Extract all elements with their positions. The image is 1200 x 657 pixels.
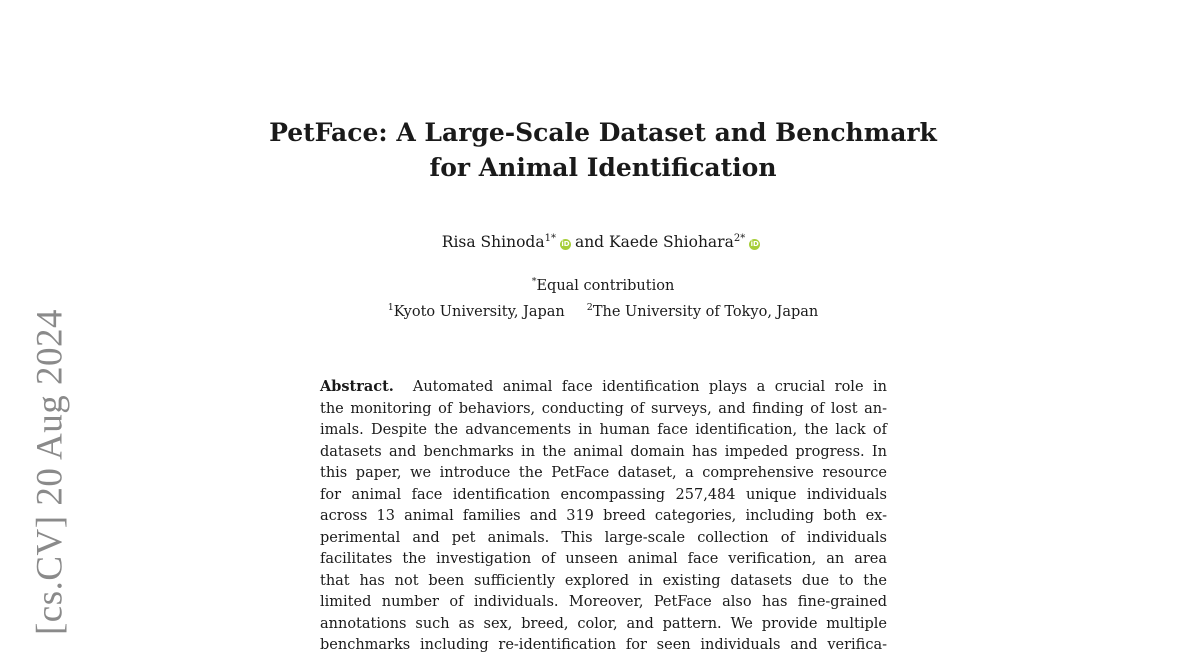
- author-mark: 1*: [544, 233, 556, 244]
- affiliation-mark: 2: [586, 301, 593, 313]
- abstract-line: Abstract. Automated animal face identification plays a crucial role in: [320, 378, 887, 395]
- footnote-mark: *: [531, 276, 537, 287]
- equal-contribution-text: Equal contribution: [536, 277, 675, 294]
- paper-title: [200, 115, 1006, 185]
- abstract-line: across 13 animal families and 319 breed categories, including both ex-: [320, 508, 887, 524]
- affiliations: [300, 271, 906, 323]
- abstract-line: for animal face identification encompassing 257,484 unique individuals: [320, 486, 887, 503]
- abstract-line: limited number of individuals. Moreover, PetFace also has fine-grained: [320, 594, 887, 610]
- author-name: Risa Shinoda: [441, 233, 545, 252]
- author-list: [300, 229, 906, 252]
- abstract-line: that has not been sufficiently explored in existing datasets due to the: [320, 572, 887, 589]
- abstract-line: the monitoring of behaviors, conducting of surveys, and finding of lost an-: [320, 400, 887, 417]
- abstract-line: facilitates the investigation of unseen animal face verification, an area: [320, 551, 887, 567]
- abstract-line: benchmarks including re-identification for seen individuals and verifica-: [320, 637, 887, 653]
- abstract-line: imals. Despite the advancements in human face identification, the lack of: [320, 422, 887, 438]
- arxiv-sidebar-stamp: [cs.CV] 20 Aug 2024: [29, 308, 71, 636]
- author-name: Kaede Shiohara: [609, 233, 734, 252]
- title-line: PetFace: A Large-Scale Dataset and Benchmark: [269, 118, 937, 147]
- affiliation-line: [300, 297, 906, 323]
- author-connector: and: [574, 233, 605, 252]
- abstract-line: datasets and benchmarks in the animal domain has impeded progress. In: [320, 443, 887, 460]
- abstract: [320, 376, 887, 657]
- abstract-line: this paper, we introduce the PetFace dataset, a comprehensive resource: [320, 465, 887, 481]
- abstract-label: Abstract.: [320, 378, 394, 395]
- orcid-icon[interactable]: iD: [750, 240, 759, 249]
- affiliation-name: The University of Tokyo, Japan: [592, 303, 819, 320]
- title-line: for Animal Identification: [429, 153, 777, 182]
- orcid-icon[interactable]: iD: [561, 240, 570, 249]
- abstract-line: annotations such as sex, breed, color, and pattern. We provide multiple: [320, 615, 887, 632]
- author-mark: 2*: [733, 233, 746, 244]
- affiliation-mark: 1: [387, 301, 394, 313]
- abstract-line: perimental and pet animals. This large-scale collection of individuals: [320, 529, 887, 546]
- affiliation-name: Kyoto University, Japan: [393, 303, 565, 320]
- equal-contribution-note: [300, 271, 906, 297]
